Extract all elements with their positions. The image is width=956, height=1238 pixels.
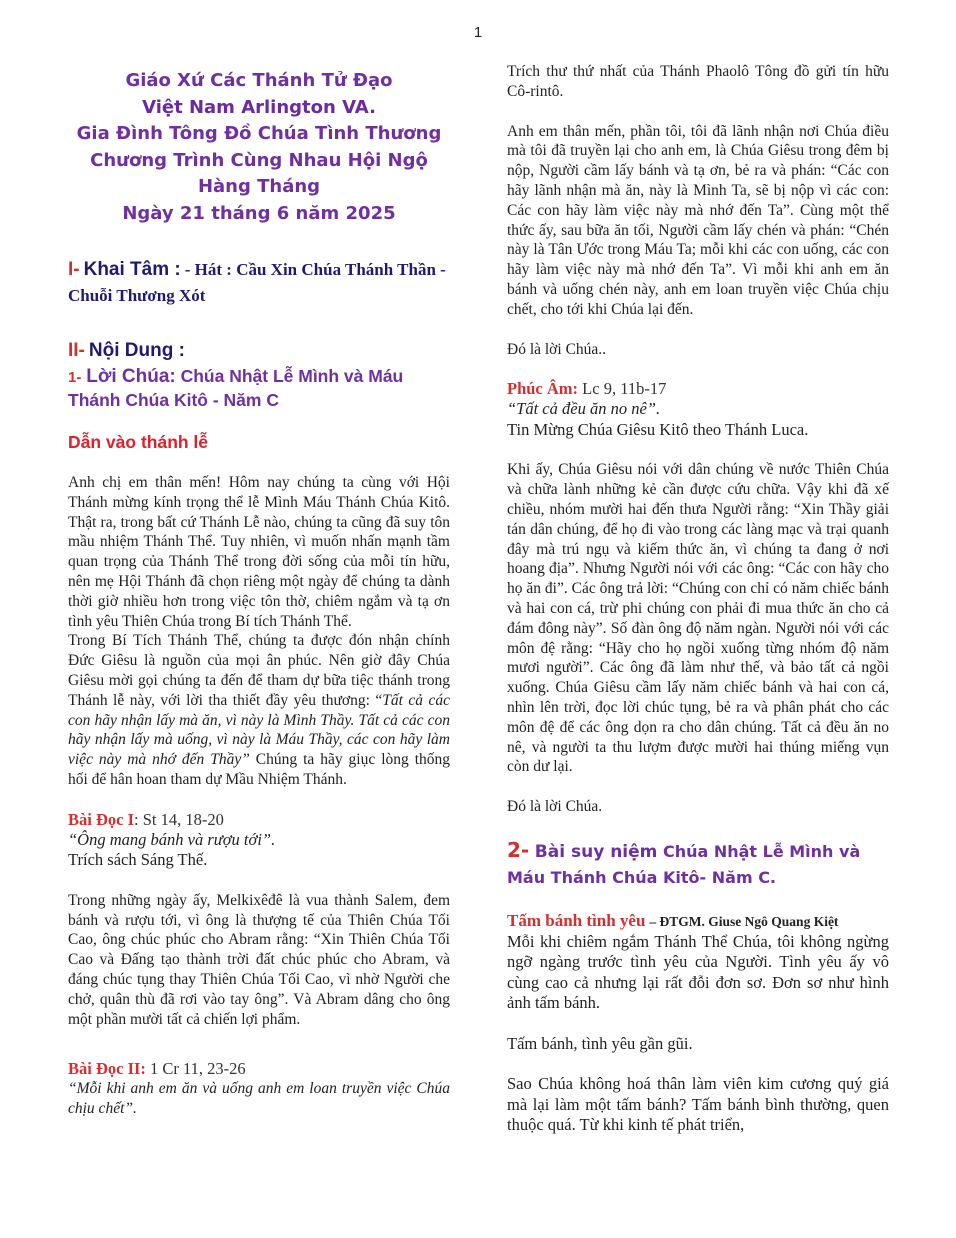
reading2-title <box>68 1059 450 1079</box>
header-line-4: Chương Trình Cùng Nhau Hội Ngộ Hàng Tháng <box>90 149 428 197</box>
gospel-label: Phúc Âm: <box>507 379 579 399</box>
section-noi-dung <box>68 339 450 363</box>
reading2-quote: “Mỗi khi anh em ăn và uống anh em loan truyền việc Chúa chịu chết”. <box>68 1080 450 1118</box>
intro-para-2-end: Chúng ta hãy giục lòng thống hối để hân hoan tham dự Mầu Nhiệm Thánh. <box>68 751 451 788</box>
loi-chua-heading <box>68 365 450 411</box>
section-khai-tam <box>68 257 450 309</box>
sub-label: Lời Chúa: <box>86 366 176 387</box>
header-line-3: Gia Đình Tông Đồ Chúa Tình Thương <box>76 123 442 144</box>
right-column <box>507 62 889 1136</box>
parish-header <box>68 68 450 227</box>
header-line-5: Ngày 21 tháng 6 năm 2025 <box>122 202 396 224</box>
meditation-number: 2- <box>507 837 530 862</box>
reading2-label: Bài Đọc II: <box>68 1059 146 1079</box>
article-heading <box>507 911 889 932</box>
gospel-source: Tin Mừng Chúa Giêsu Kitô theo Thánh Luca. <box>507 419 809 439</box>
gospel-quote: “Tất cả đều ăn no nê”. <box>507 399 661 419</box>
reading1-label: Bài Đọc I <box>68 809 134 829</box>
gospel-closing: Đó là lời Chúa. <box>507 798 603 816</box>
meditation-title: Chúa Nhật Lễ Mình và Máu Thánh Chúa Kitô- Năm C. <box>507 841 861 887</box>
gospel-ref: Lc 9, 11b-17 <box>578 379 667 399</box>
gospel-text: Khi ấy, Chúa Giêsu nói với dân chúng về nước Thiên Chúa và chữa lành những kẻ cần được cứu chữa. Vậy khi đã xế chiều, nhóm mười hai đến thưa Người rằng: “Xin Thầy giải tán dân chúng, để họ đi vào trong các làng mạc và trại quanh đây mà trú ngụ và kiếm thức ăn, vì chúng ta đang ở nơi hoang địa”. Nhưng Người nói với các ông: “Các con hãy cho họ ăn đi”. Các ông trả lời: “Chúng con chỉ có năm chiếc bánh và hai con cá, trừ phi chúng con phải đi mua thức ăn cho cả đám đông này”. Số đàn ông độ năm ngàn. Người nói với các môn đệ rằng: “Hãy cho họ ngồi xuống từng nhóm độ năm mươi người”. Các ông đã làm như thế, và bảo tất cả ngồi xuống. Chúa Giêsu cầm lấy năm chiếc bánh và hai con cá, nhìn lên trời, đọc lời chúc tụng, bẻ ra và phân phát cho các môn đệ để các ông dọn ra cho dân chúng. Tất cả đều ăn no nê, và người ta thu lượm được mười hai thúng miếng vụn còn dư lại. <box>507 461 889 776</box>
header-line-1: Giáo Xứ Các Thánh Tử Đạo <box>125 70 393 91</box>
section1-sing: - Hát : Cầu Xin Chúa Thánh Thần - Chuỗi Thương Xót <box>68 260 446 305</box>
section1-roman: I- <box>68 259 80 280</box>
meditation-heading <box>507 837 889 891</box>
header-line-2: Việt Nam Arlington VA. <box>142 96 376 118</box>
reading1-source: Trích sách Sáng Thế. <box>68 850 208 870</box>
meditation-para-1: Mỗi khi chiêm ngắm Thánh Thể Chúa, tôi không ngừng ngỡ ngàng trước tình yêu của Người. Tình yêu ấy vô cùng cao cả nhưng lại rất đỗi đơn sơ. Đơn sơ như hình ảnh tấm bánh. <box>507 931 889 1013</box>
reading1-text: Trong những ngày ấy, Melkixêđê là vua thành Salem, đem bánh và rượu tới, vì ông là thượng tế của Thiên Chúa Tối Cao, ông chúc phúc cho Abram rằng: “Xin Thiên Chúa Tối Cao và Đấng tạo thành trời đất chúc phúc cho Abram, và đáng chúc tụng thay Thiên Chúa Tối Cao, vì nhờ Người che chở, quân thù đã rơi vào tay ông”. Và Abram dâng cho ông một phần mười tất cả chiến lợi phẩm. <box>68 891 450 1028</box>
left-column <box>68 62 450 1119</box>
gospel-title <box>507 379 889 399</box>
reading1-title <box>68 810 450 830</box>
reading1-ref: : St 14, 18-20 <box>134 809 224 829</box>
section2-title: Nội Dung : <box>88 340 185 361</box>
section1-title: Khai Tâm : <box>83 259 181 280</box>
sub-title: Chúa Nhật Lễ Mình và Máu Thánh Chúa Kitô - Năm C <box>68 366 404 410</box>
sub-number: 1- <box>68 369 82 386</box>
reading1-quote: “Ông mang bánh và rượu tới”. <box>68 829 276 849</box>
meditation-para-2: Tấm bánh, tình yêu gần gũi. <box>507 1033 693 1053</box>
reading2-closing: Đó là lời Chúa.. <box>507 340 607 358</box>
reading2-ref: 1 Cr 11, 23-26 <box>145 1059 246 1079</box>
reading2-text: Anh em thân mến, phần tôi, tôi đã lãnh nhận nơi Chúa điều mà tôi đã truyền lại cho anh em, là Chúa Giêsu trong đêm bị nộp, Người cầm lấy bánh và tạ ơn, bẻ ra và phán: “Các con hãy lãnh nhận mà ăn, này là Mình Ta, sẽ bị nộp vì các con: Các con hãy làm việc này mà nhớ đến Ta”. Cùng một thể thức ấy, sau bữa ăn tối, Người cầm lấy chén và phán: “Chén này là Tân Ước trong Máu Ta; mỗi khi các con uống, các con hãy làm việc này mà nhớ đến Ta”. Vì mỗi khi anh em ăn bánh và uống chén này, anh em loan truyền việc Chúa chịu chết, cho tới khi Chúa lại đến. <box>507 122 889 318</box>
article-author: – ĐTGM. Giuse Ngô Quang Kiệt <box>649 913 839 929</box>
meditation-label: Bài suy niệm <box>534 841 658 862</box>
intro-para-1: Anh chị em thân mến! Hôm nay chúng ta cùng với Hội Thánh mừng kính trọng thể lễ Mình Máu Thánh Chúa Kitô. Thật ra, trong bất cứ Thánh Lễ nào, chúng ta cũng đã suy tôn mầu nhiệm Thánh Thể. Tuy nhiên, vì muốn nhấn mạnh tầm quan trọng của Thánh Thể trong đời sống của mỗi tín hữu, nên mẹ Hội Thánh đã chọn riêng một ngày để chúng ta dành thời giờ nhiều hơn trong việc tôn thờ, chiêm ngắm và tạ ơn tình yêu Thiên Chúa trong Bí tích Thánh Thể. <box>68 474 450 630</box>
meditation-para-3: Sao Chúa không hoá thân làm viên kim cương quý giá mà lại làm một tấm bánh? Tấm bánh bình thường, quen thuộc quá. Từ khi kinh tế phát triển, <box>507 1074 889 1135</box>
page-number: 1 <box>473 24 483 41</box>
section2-roman: II- <box>68 340 85 361</box>
intro-para-2-quote: Tất cả các con hãy nhận lấy mà ăn, vì này là Mình Thầy. Tất cả các con hãy nhận lấy mà uống, vì này là Máu Thầy, các con hãy làm việc này mà nhớ đến Thầy” <box>68 691 450 769</box>
reading2-source: Trích thư thứ nhất của Thánh Phaolô Tông đồ gửi tín hữu Cô-rintô. <box>507 63 889 100</box>
intro-heading: Dẫn vào thánh lễ <box>68 432 209 452</box>
intro-para-2 <box>68 631 450 789</box>
intro-para-2-start: Trong Bí Tích Thánh Thể, chúng ta được đón nhận chính Đức Giêsu là nguồn của mọi ân phúc. Nên giờ đây Chúa Giêsu mời gọi chúng ta đến để tham dự bữa tiệc thánh trong Thánh lễ này, với lời tha thiết đầy yêu thương: “ <box>68 632 450 709</box>
article-title: Tấm bánh tình yêu <box>507 910 646 930</box>
